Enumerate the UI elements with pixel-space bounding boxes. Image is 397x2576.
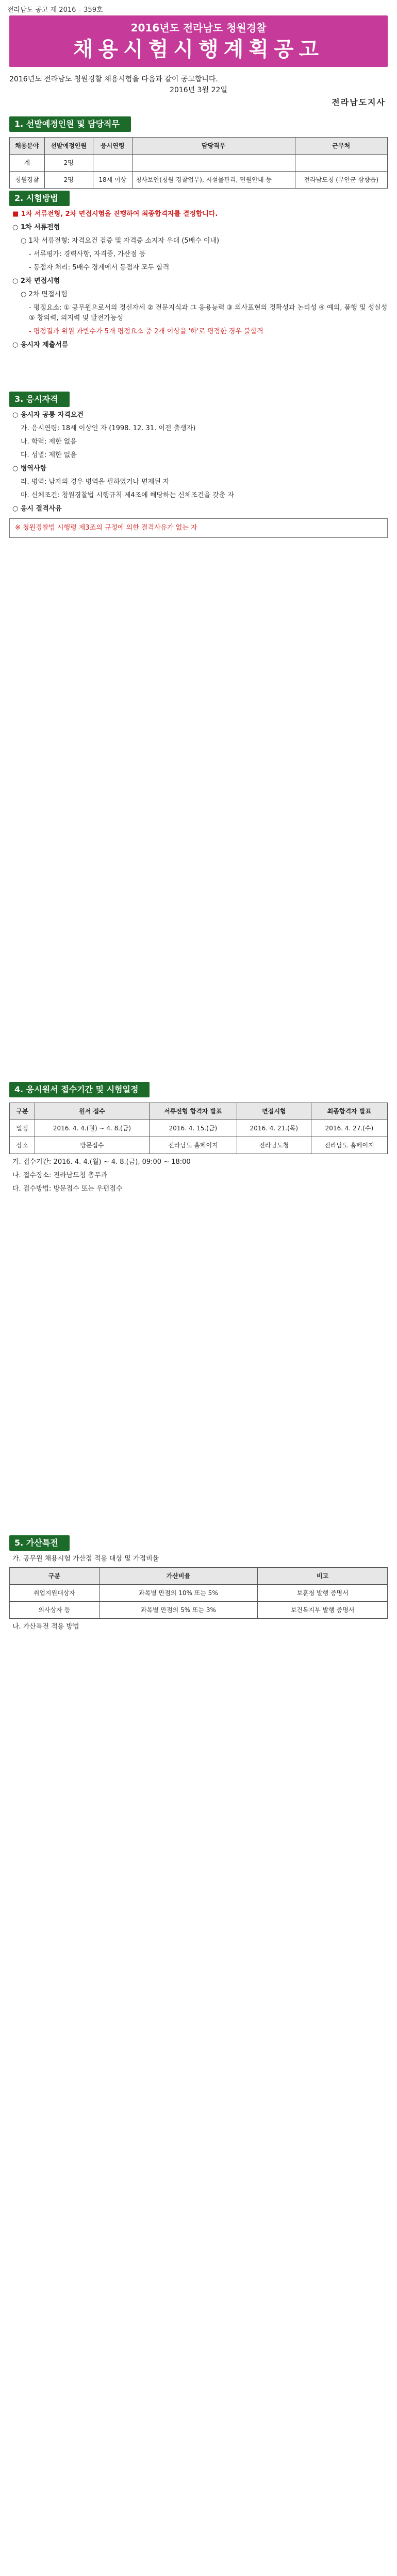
subheading: ○ 1차 서류전형: [12, 224, 60, 231]
section-text: 가. 공무원 채용시험 가산점 적용 대상 및 가점비율: [12, 1555, 159, 1563]
table-cell: [295, 155, 387, 172]
table-row: [10, 155, 388, 172]
section-text: 라. 병역: 남자의 경우 병역을 필하였거나 면제된 자: [21, 478, 170, 486]
section-text: ○ 2차 면접시험: [21, 291, 68, 298]
section-exam-method: [9, 191, 388, 353]
table-row: [10, 1137, 388, 1154]
notice-date: 2016년 3월 22일: [170, 86, 227, 94]
positions-table: [9, 137, 388, 189]
section-text: - 서류평가: 경력사항, 자격증, 가산점 등: [29, 250, 146, 258]
section-text: - 평정결과 위원 과반수가 5개 평정요소 중 2개 이상을 '하'로 평정한 경우 불합격: [29, 328, 263, 335]
table-cell: 2명: [44, 155, 93, 172]
section-heading: 2. 시험방법: [9, 191, 70, 206]
table-cell: 보훈청 발행 증명서: [258, 1585, 388, 1602]
section-text: ○ 1차 서류전형: 자격요건 검증 및 자격증 소지자 우대 (5배수 이내): [21, 237, 220, 245]
subheading: ○ 응시자 공통 자격요건: [12, 411, 84, 419]
banner-subtitle: 2016년도 전라남도 청원경찰: [130, 22, 267, 34]
section-bonus: [9, 1535, 388, 1635]
issuer: 전라남도지사: [332, 97, 386, 107]
section-text: 마. 신체조건: 청원경찰법 시행규칙 제4조에 해당하는 신체조건을 갖춘 자: [21, 492, 235, 499]
table-header: 선발예정인원: [44, 138, 93, 155]
table-header: 근무처: [295, 138, 387, 155]
table-cell: 전라남도 홈페이지: [311, 1137, 387, 1154]
table-cell: 전라남도청: [237, 1137, 311, 1154]
table-cell: 전라남도청 (무안군 삼향읍): [295, 172, 387, 189]
table-header: 응시연령: [93, 138, 132, 155]
section-heading: 5. 가산특전: [9, 1535, 70, 1551]
notice-number: 전라남도 공고 제 2016 – 359호: [7, 6, 103, 14]
section-heading: 4. 응시원서 접수기간 및 시험일정: [9, 1082, 150, 1097]
table-cell: 2016. 4. 4.(월) ~ 4. 8.(금): [35, 1120, 149, 1137]
table-header: 비고: [258, 1568, 388, 1585]
table-header: 면접시험: [237, 1103, 311, 1120]
table-cell: 2명: [44, 172, 93, 189]
title-banner: [9, 15, 388, 67]
section-text: - 평정요소: ① 공무원으로서의 정신자세 ② 전문지식과 그 응용능력 ③ 의사표현의 정확성과 논리성 ④ 예의, 품행 및 성실성 ⑤ 창의력, 의지력 및 발전가능성: [29, 304, 388, 322]
table-cell: 장소: [10, 1137, 35, 1154]
section-schedule: [9, 1082, 388, 1197]
section-text: 다. 접수방법: 방문접수 또는 우편접수: [12, 1185, 123, 1193]
table-row: [10, 1585, 388, 1602]
table-row: [10, 1602, 388, 1619]
subheading: ○ 응시 결격사유: [12, 505, 62, 513]
table-header: 가산비율: [99, 1568, 257, 1585]
table-cell: [132, 155, 295, 172]
table-cell: 보건복지부 발행 증명서: [258, 1602, 388, 1619]
table-cell: 2016. 4. 15.(금): [149, 1120, 237, 1137]
section-text: 가. 응시연령: 18세 이상인 자 (1998. 12. 31. 이전 출생자): [21, 425, 196, 432]
table-cell: 2016. 4. 21.(목): [237, 1120, 311, 1137]
section-positions: [9, 116, 388, 189]
table-row: [10, 1120, 388, 1137]
section-heading: 3. 응시자격: [9, 392, 70, 407]
subheading: ○ 2차 면접시험: [12, 277, 60, 285]
table-cell: 일정: [10, 1120, 35, 1137]
table-header: 서류전형 합격자 발표: [149, 1103, 237, 1120]
table-header: 구분: [10, 1568, 100, 1585]
table-cell: 2016. 4. 27.(수): [311, 1120, 387, 1137]
table-header: 담당직무: [132, 138, 295, 155]
section-text: ■ 1차 서류전형, 2차 면접시험을 진행하여 최종합격자를 결정합니다.: [12, 210, 218, 218]
section-text: 가. 접수기간: 2016. 4. 4.(월) ~ 4. 8.(금), 09:00 ~ 18:00: [12, 1158, 191, 1166]
table-cell: 방문접수: [35, 1137, 149, 1154]
table-cell: 청원경찰: [10, 172, 45, 189]
table-cell: [93, 155, 132, 172]
table-header: 채용분야: [10, 138, 45, 155]
table-cell: 전라남도 홈페이지: [149, 1137, 237, 1154]
table-cell: 취업지원대상자: [10, 1585, 100, 1602]
section-text: 나. 접수장소: 전라남도청 총무과: [12, 1172, 108, 1179]
banner-title: 채용시험시행계획공고: [73, 38, 324, 61]
table-cell: 청사보안(청원 경찰업무), 시설물관리, 민원안내 등: [132, 172, 295, 189]
schedule-table: [9, 1103, 388, 1154]
table-cell: 과목별 만점의 5% 또는 3%: [99, 1602, 257, 1619]
table-cell: 18세 이상: [93, 172, 132, 189]
section-eligibility: [9, 392, 388, 542]
table-cell: 의사상자 등: [10, 1602, 100, 1619]
subheading: ○ 병역사항: [12, 465, 47, 472]
table-header: 원서 접수: [35, 1103, 149, 1120]
section-text: 다. 성별: 제한 없음: [21, 451, 77, 459]
table-header: 최종합격자 발표: [311, 1103, 387, 1120]
table-cell: 과목별 만점의 10% 또는 5%: [99, 1585, 257, 1602]
intro-text: 2016년도 전라남도 청원경찰 채용시험을 다음과 같이 공고합니다.: [9, 75, 218, 83]
section-text: 나. 학력: 제한 없음: [21, 438, 77, 446]
table-cell: 계: [10, 155, 45, 172]
note-box: ※ 청원경찰법 시행령 제3조의 규정에 의한 결격사유가 없는 자: [9, 518, 388, 538]
section-text: - 동점자 처리: 5배수 경계에서 동점자 모두 합격: [29, 264, 170, 272]
bonus-table: [9, 1567, 388, 1619]
subheading: ○ 응시자 제출서류: [12, 341, 69, 349]
table-row: [10, 172, 388, 189]
table-header: 구분: [10, 1103, 35, 1120]
section-heading: 1. 선발예정인원 및 담당직무: [9, 116, 131, 132]
section-text: 나. 가산특전 적용 방법: [12, 1623, 79, 1631]
